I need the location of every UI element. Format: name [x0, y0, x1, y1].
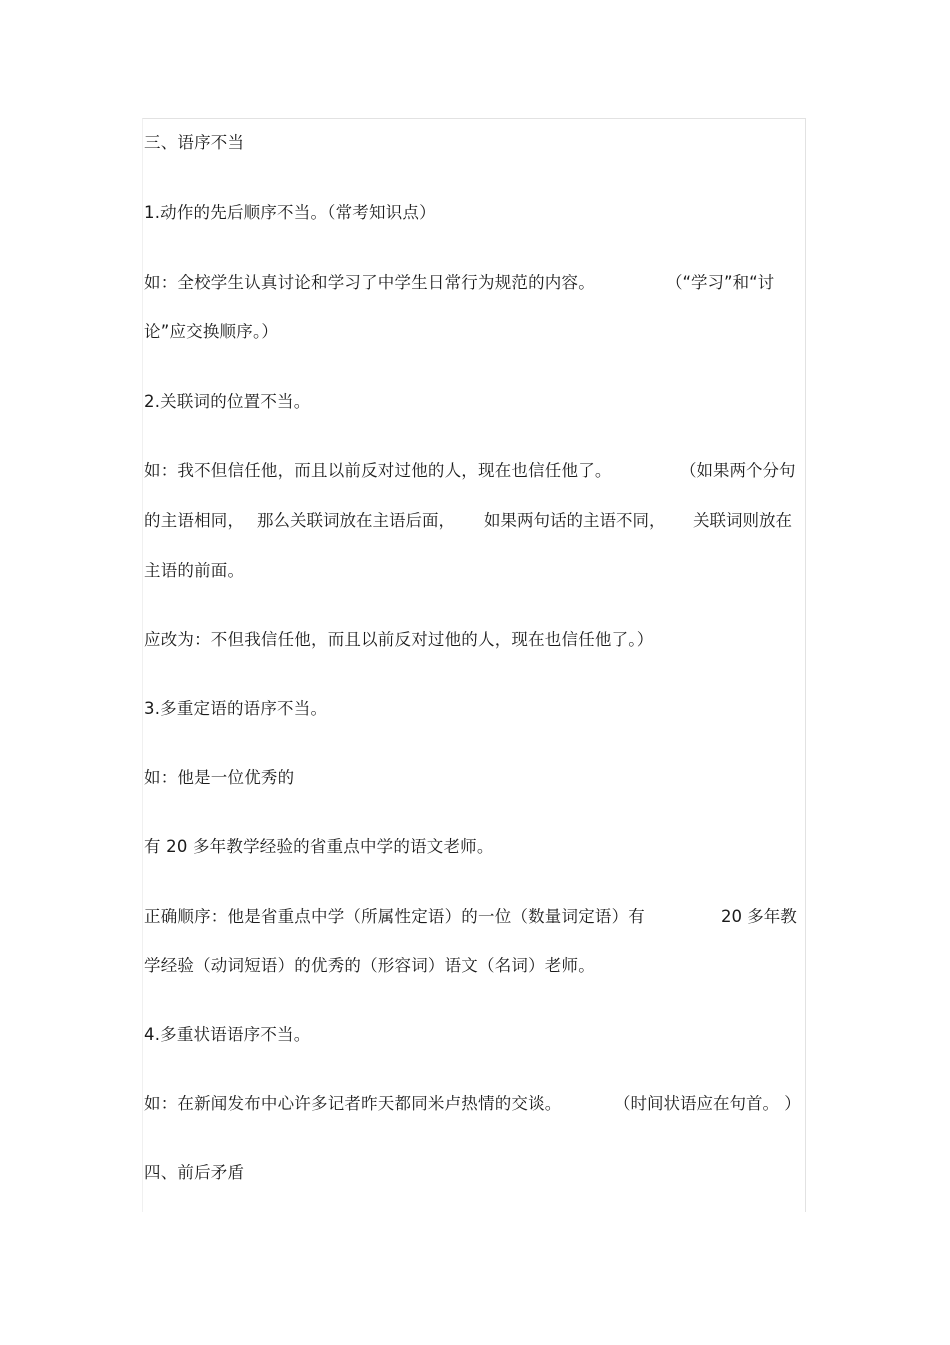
- point-2-note-part4: 关联词则放在: [693, 511, 792, 530]
- point-2-title: 2.关联词的位置不当。: [144, 392, 311, 411]
- point-3-title: 3.多重定语的语序不当。: [144, 699, 328, 718]
- section-heading-4: 四、前后矛盾: [144, 1163, 245, 1182]
- point-4-title: 4.多重状语语序不当。: [144, 1025, 311, 1044]
- section-heading-3: 三、语序不当: [144, 133, 245, 152]
- point-2-fix: 应改为：不但我信任他，而且以前反对过他的人，现在也信任他了。）: [144, 630, 654, 649]
- point-3-fix-cont: 学经验（动词短语）的优秀的（形容词）语文（名词）老师。: [144, 956, 595, 975]
- point-1-title: 1.动作的先后顺序不当。（常考知识点）: [144, 203, 436, 222]
- point-2-note-part2: 那么关联词放在主语后面，: [257, 511, 455, 530]
- point-2-note-part3: 如果两句话的主语不同，: [484, 511, 666, 530]
- point-2-example: 如：我不但信任他，而且以前反对过他的人，现在也信任他了。: [144, 461, 612, 480]
- point-1-note: （“学习”和“讨: [666, 273, 775, 292]
- point-3-fix-end: 20 多年教: [721, 907, 797, 926]
- point-1-note-cont: 论”应交换顺序。）: [144, 322, 279, 341]
- point-2-note-part1: 的主语相同，: [144, 511, 245, 530]
- point-2-note-cont: 主语的前面。: [144, 561, 245, 580]
- point-3-example-a: 如：他是一位优秀的: [144, 768, 295, 787]
- point-2-note: （如果两个分句: [680, 461, 796, 480]
- point-3-fix: 正确顺序：他是省重点中学（所属性定语）的一位（数量词定语）有: [144, 907, 645, 926]
- point-4-note: （时间状语应在句首。 ）: [614, 1094, 801, 1113]
- point-3-example-b: 有 20 多年教学经验的省重点中学的语文老师。: [144, 837, 494, 856]
- point-4-example: 如：在新闻发布中心许多记者昨天都同米卢热情的交谈。: [144, 1094, 562, 1113]
- point-1-example: 如：全校学生认真讨论和学习了中学生日常行为规范的内容。: [144, 273, 595, 292]
